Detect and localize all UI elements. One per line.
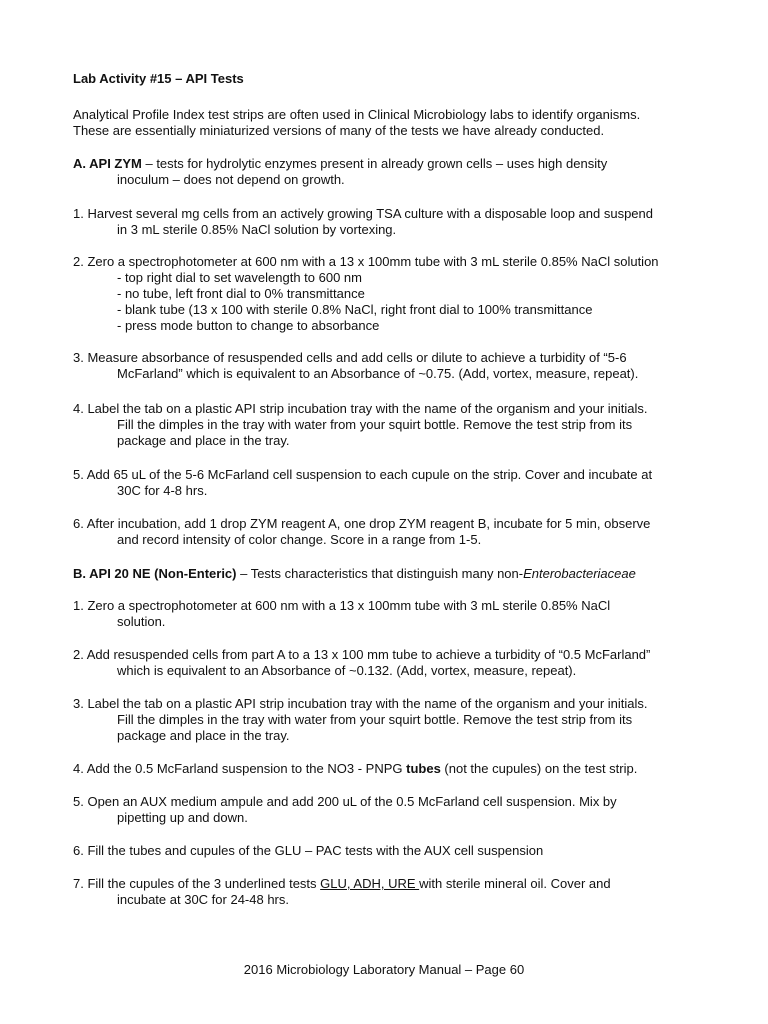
- step-line: 4. Label the tab on a plastic API strip incubation tray with the name of the organism and your initials.: [73, 401, 648, 416]
- intro-paragraph: [73, 107, 713, 139]
- step-line: 1. Zero a spectrophotometer at 600 nm with a 13 x 100mm tube with 3 mL sterile 0.85% NaCl: [73, 598, 611, 613]
- intro-line: These are essentially miniaturized versions of many of the tests we have already conducted.: [73, 123, 605, 138]
- step-subitem: - top right dial to set wavelength to 600 nm: [117, 270, 362, 285]
- section-a-step-6: [73, 516, 713, 548]
- step-line: 3. Label the tab on a plastic API strip incubation tray with the name of the organism and your initials.: [73, 696, 648, 711]
- page-title: Lab Activity #15 – API Tests: [73, 71, 244, 86]
- section-a-step-2: [73, 254, 713, 334]
- step-line: package and place in the tray.: [117, 433, 290, 448]
- step-line: 6. After incubation, add 1 drop ZYM reagent A, one drop ZYM reagent B, incubate for 5 min, observe: [73, 516, 651, 531]
- step-subitem: - press mode button to change to absorbance: [117, 318, 380, 333]
- section-b-step-1: [73, 598, 713, 630]
- section-a-step-5: [73, 467, 713, 499]
- section-b-description: – Tests characteristics that distinguish many non-: [236, 566, 524, 581]
- section-b-step-2: [73, 647, 713, 679]
- step-line: 30C for 4-8 hrs.: [117, 483, 208, 498]
- step-line: solution.: [117, 614, 166, 629]
- section-a-description: – tests for hydrolytic enzymes present in already grown cells – uses high density: [141, 156, 608, 171]
- step-line: Fill the dimples in the tray with water from your squirt bottle. Remove the test strip from its: [117, 712, 633, 727]
- step-line: in 3 mL sterile 0.85% NaCl solution by vortexing.: [117, 222, 397, 237]
- section-a-heading: A. API ZYM: [73, 156, 142, 171]
- step-line: 1. Harvest several mg cells from an actively growing TSA culture with a disposable loop and suspend: [73, 206, 653, 221]
- section-b-step-5: [73, 794, 713, 826]
- page-footer: 2016 Microbiology Laboratory Manual – Page 60: [243, 962, 525, 977]
- step-emphasis: tubes: [406, 761, 441, 776]
- section-a-heading-paragraph: [73, 156, 713, 188]
- step-line: package and place in the tray.: [117, 728, 290, 743]
- section-b-step-6: 6. Fill the tubes and cupules of the GLU – PAC tests with the AUX cell suspension: [73, 843, 544, 858]
- section-a-description-cont: inoculum – does not depend on growth.: [117, 172, 345, 187]
- step-line: 5. Add 65 uL of the 5-6 McFarland cell suspension to each cupule on the strip. Cover and incubate at: [73, 467, 653, 482]
- section-a-step-4: [73, 401, 713, 449]
- step-text: 4. Add the 0.5 McFarland suspension to the NO3 - PNPG: [73, 761, 407, 776]
- step-subitem: - no tube, left front dial to 0% transmittance: [117, 286, 365, 301]
- section-b-heading-paragraph: [73, 566, 713, 582]
- step-line: incubate at 30C for 24-48 hrs.: [117, 892, 289, 907]
- step-line: which is equivalent to an Absorbance of ~0.132. (Add, vortex, measure, repeat).: [117, 663, 577, 678]
- section-b-heading: B. API 20 NE (Non-Enteric): [73, 566, 237, 581]
- step-line: and record intensity of color change. Score in a range from 1-5.: [117, 532, 482, 547]
- step-line: 2. Zero a spectrophotometer at 600 nm with a 13 x 100mm tube with 3 mL sterile 0.85% NaCl solution: [73, 254, 659, 269]
- step-subitem: - blank tube (13 x 100 with sterile 0.8% NaCl, right front dial to 100% transmittance: [117, 302, 593, 317]
- step-line: pipetting up and down.: [117, 810, 248, 825]
- step-line: Fill the dimples in the tray with water from your squirt bottle. Remove the test strip from its: [117, 417, 633, 432]
- section-b-step-4: [73, 761, 713, 777]
- intro-line: Analytical Profile Index test strips are often used in Clinical Microbiology labs to identify organisms.: [73, 107, 641, 122]
- step-text: 7. Fill the cupules of the 3 underlined tests: [73, 876, 321, 891]
- step-text: with sterile mineral oil. Cover and: [419, 876, 611, 891]
- section-b-step-3: [73, 696, 713, 744]
- section-b-step-7: [73, 876, 713, 908]
- step-line: McFarland” which is equivalent to an Absorbance of ~0.75. (Add, vortex, measure, repeat).: [117, 366, 639, 381]
- section-a-step-3: [73, 350, 713, 382]
- underlined-tests: GLU, ADH, URE: [320, 876, 420, 891]
- step-line: 3. Measure absorbance of resuspended cells and add cells or dilute to achieve a turbidity of “5-6: [73, 350, 627, 365]
- section-a-step-1: [73, 206, 713, 238]
- step-text: (not the cupules) on the test strip.: [440, 761, 638, 776]
- section-b-taxon: Enterobacteriaceae: [523, 566, 636, 581]
- step-line: 5. Open an AUX medium ampule and add 200 uL of the 0.5 McFarland cell suspension. Mix by: [73, 794, 617, 809]
- step-line: 2. Add resuspended cells from part A to a 13 x 100 mm tube to achieve a turbidity of “0.5 McFarland”: [73, 647, 651, 662]
